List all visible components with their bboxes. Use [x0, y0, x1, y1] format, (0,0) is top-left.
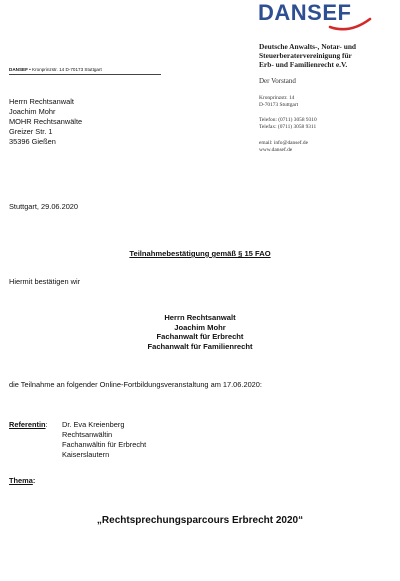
- phone-line: Telefon: (0711) 3058 9310: [259, 117, 317, 123]
- org-phone: [259, 117, 317, 131]
- recipient-line: MOHR Rechtsanwälte: [9, 117, 83, 126]
- referent-label: Referentin:: [9, 420, 48, 429]
- dansef-logo: [258, 1, 378, 31]
- org-line: Steuerberatervereinigung für: [259, 51, 352, 60]
- address-line: Kronprinzstr. 14: [259, 95, 295, 101]
- document-heading: Teilnahmebestätigung gemäß § 15 FAO: [129, 249, 271, 258]
- org-contact: [259, 140, 308, 154]
- org-line: Erb- und Familienrecht e.V.: [259, 60, 348, 69]
- referent-details: [62, 420, 146, 460]
- sender-org: DANSEF: [9, 67, 28, 72]
- honoree-line: Herrn Rechtsanwalt: [164, 313, 236, 322]
- event-title: „Rechtsprechungsparcours Erbrecht 2020“: [96, 515, 304, 526]
- honoree-line: Fachanwalt für Familienrecht: [147, 341, 253, 351]
- date-line: Stuttgart, 29.06.2020: [9, 202, 79, 211]
- honoree-line: Joachim Mohr: [174, 322, 226, 332]
- sender-return-line: [9, 66, 161, 75]
- organisation-name: [259, 42, 389, 69]
- recipient-address: [9, 97, 82, 147]
- org-line: Deutsche Anwalts-, Notar- und: [259, 42, 357, 51]
- logo-wordmark: DANSEF: [258, 0, 352, 25]
- intro-text: Hiermit bestätigen wir: [9, 277, 81, 286]
- website-line: www.dansef.de: [259, 147, 293, 153]
- recipient-line: Herrn Rechtsanwalt: [9, 97, 74, 106]
- referent-line: Rechtsanwältin: [62, 430, 113, 439]
- participation-text: die Teilnahme an folgender Online-Fortbildungsveranstaltung am 17.06.2020:: [9, 380, 262, 389]
- recipient-line: Greizer Str. 1: [9, 127, 53, 136]
- fax-line: Telefax: (0711) 3058 9311: [259, 124, 317, 130]
- logo-swoosh-icon: [328, 15, 372, 31]
- referent-line: Fachanwältin für Erbrecht: [62, 440, 147, 449]
- board-label: Der Vorstand: [259, 77, 296, 85]
- recipient-line: Joachim Mohr: [9, 107, 56, 116]
- recipient-line: 35396 Gießen: [9, 137, 56, 146]
- referent-line: Kaiserslautern: [62, 450, 110, 459]
- thema-label: Thema:: [9, 476, 36, 485]
- referent-line: Dr. Eva Kreienberg: [62, 420, 125, 429]
- email-line: email: info@dansef.de: [259, 140, 308, 146]
- org-address: [259, 95, 298, 109]
- honoree-block: [0, 313, 400, 351]
- honoree-line: Fachanwalt für Erbrecht: [156, 332, 244, 341]
- address-line: D-70173 Stuttgart: [259, 102, 299, 108]
- sender-address: • Kronprinzstr. 14 D-70173 Stuttgart: [27, 67, 102, 72]
